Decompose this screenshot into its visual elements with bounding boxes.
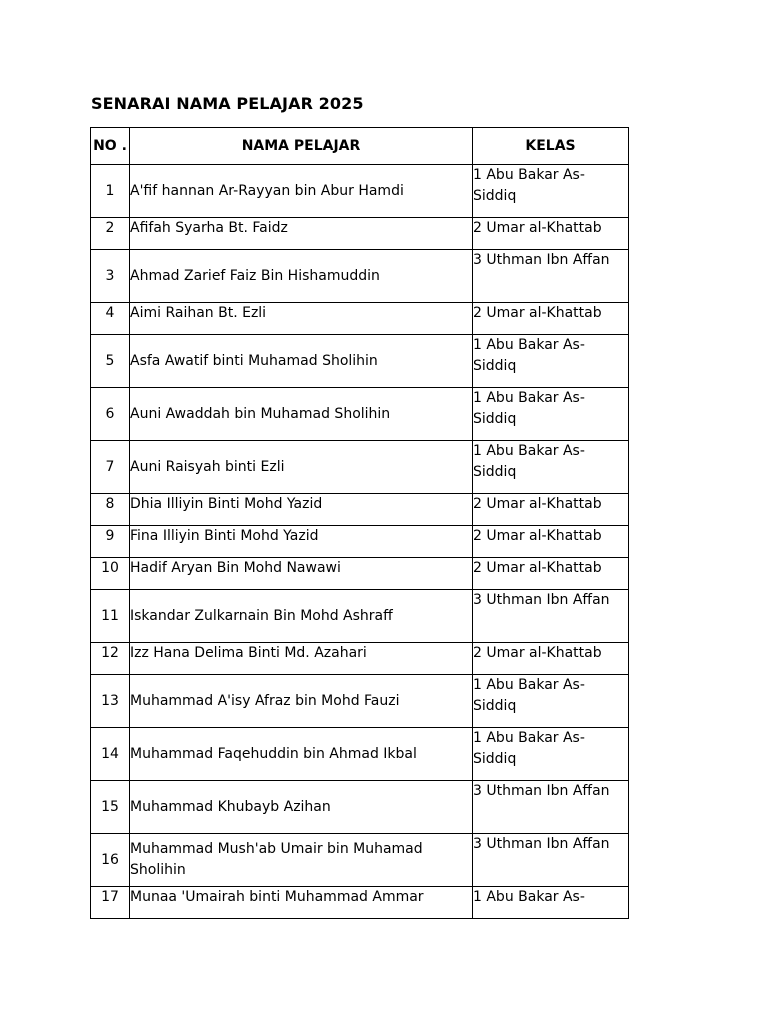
row-number: 13 bbox=[91, 675, 130, 728]
student-class: 1 Abu Bakar As- bbox=[473, 887, 629, 919]
table-row bbox=[91, 675, 629, 728]
student-name: A'fif hannan Ar-Rayyan bin Abur Hamdi bbox=[130, 165, 473, 218]
table-row bbox=[91, 887, 629, 919]
student-class: 2 Umar al-Khattab bbox=[473, 494, 629, 526]
student-name: Muhammad A'isy Afraz bin Mohd Fauzi bbox=[130, 675, 473, 728]
student-class: 3 Uthman Ibn Affan bbox=[473, 250, 629, 303]
student-name: Dhia Illiyin Binti Mohd Yazid bbox=[130, 494, 473, 526]
student-class: 1 Abu Bakar As-Siddiq bbox=[473, 165, 629, 218]
table-row bbox=[91, 335, 629, 388]
table-row bbox=[91, 303, 629, 335]
student-name: Muhammad Khubayb Azihan bbox=[130, 781, 473, 834]
table-row bbox=[91, 165, 629, 218]
row-number: 5 bbox=[91, 335, 130, 388]
row-number: 16 bbox=[91, 834, 130, 887]
row-number: 17 bbox=[91, 887, 130, 919]
table-row bbox=[91, 781, 629, 834]
row-number: 3 bbox=[91, 250, 130, 303]
row-number: 11 bbox=[91, 590, 130, 643]
student-name: Ahmad Zarief Faiz Bin Hishamuddin bbox=[130, 250, 473, 303]
student-name: Auni Raisyah binti Ezli bbox=[130, 441, 473, 494]
student-class: 2 Umar al-Khattab bbox=[473, 303, 629, 335]
row-number: 12 bbox=[91, 643, 130, 675]
row-number: 8 bbox=[91, 494, 130, 526]
student-name: Auni Awaddah bin Muhamad Sholihin bbox=[130, 388, 473, 441]
student-name: Izz Hana Delima Binti Md. Azahari bbox=[130, 643, 473, 675]
student-class: 3 Uthman Ibn Affan bbox=[473, 781, 629, 834]
student-class: 2 Umar al-Khattab bbox=[473, 643, 629, 675]
table-row bbox=[91, 494, 629, 526]
student-class: 2 Umar al-Khattab bbox=[473, 526, 629, 558]
row-number: 7 bbox=[91, 441, 130, 494]
student-class: 1 Abu Bakar As-Siddiq bbox=[473, 441, 629, 494]
student-name: Muhammad Faqehuddin bin Ahmad Ikbal bbox=[130, 728, 473, 781]
table-row bbox=[91, 526, 629, 558]
table-row bbox=[91, 558, 629, 590]
student-name: Afifah Syarha Bt. Faidz bbox=[130, 218, 473, 250]
student-class: 3 Uthman Ibn Affan bbox=[473, 834, 629, 887]
table-row bbox=[91, 590, 629, 643]
header-class: KELAS bbox=[473, 128, 629, 165]
student-name: Asfa Awatif binti Muhamad Sholihin bbox=[130, 335, 473, 388]
student-class: 2 Umar al-Khattab bbox=[473, 558, 629, 590]
student-class: 2 Umar al-Khattab bbox=[473, 218, 629, 250]
row-number: 9 bbox=[91, 526, 130, 558]
table-row bbox=[91, 643, 629, 675]
row-number: 14 bbox=[91, 728, 130, 781]
row-number: 1 bbox=[91, 165, 130, 218]
student-name: Iskandar Zulkarnain Bin Mohd Ashraff bbox=[130, 590, 473, 643]
table-row bbox=[91, 728, 629, 781]
row-number: 10 bbox=[91, 558, 130, 590]
row-number: 2 bbox=[91, 218, 130, 250]
table-row bbox=[91, 834, 629, 887]
table-header-row bbox=[91, 128, 629, 165]
student-list-table bbox=[90, 127, 629, 919]
student-name: Hadif Aryan Bin Mohd Nawawi bbox=[130, 558, 473, 590]
student-name: Muhammad Mush'ab Umair bin Muhamad Sholihin bbox=[130, 834, 473, 887]
student-class: 1 Abu Bakar As-Siddiq bbox=[473, 675, 629, 728]
student-name: Fina Illiyin Binti Mohd Yazid bbox=[130, 526, 473, 558]
header-no: NO . bbox=[91, 128, 130, 165]
student-name: Aimi Raihan Bt. Ezli bbox=[130, 303, 473, 335]
table-row bbox=[91, 218, 629, 250]
student-class: 1 Abu Bakar As-Siddiq bbox=[473, 728, 629, 781]
table-row bbox=[91, 250, 629, 303]
student-class: 1 Abu Bakar As-Siddiq bbox=[473, 335, 629, 388]
student-class: 1 Abu Bakar As-Siddiq bbox=[473, 388, 629, 441]
row-number: 4 bbox=[91, 303, 130, 335]
row-number: 15 bbox=[91, 781, 130, 834]
student-class: 3 Uthman Ibn Affan bbox=[473, 590, 629, 643]
header-name: NAMA PELAJAR bbox=[130, 128, 473, 165]
student-name: Munaa 'Umairah binti Muhammad Ammar bbox=[130, 887, 473, 919]
row-number: 6 bbox=[91, 388, 130, 441]
page-title: SENARAI NAMA PELAJAR 2025 bbox=[91, 94, 364, 113]
table-row bbox=[91, 441, 629, 494]
table-row bbox=[91, 388, 629, 441]
